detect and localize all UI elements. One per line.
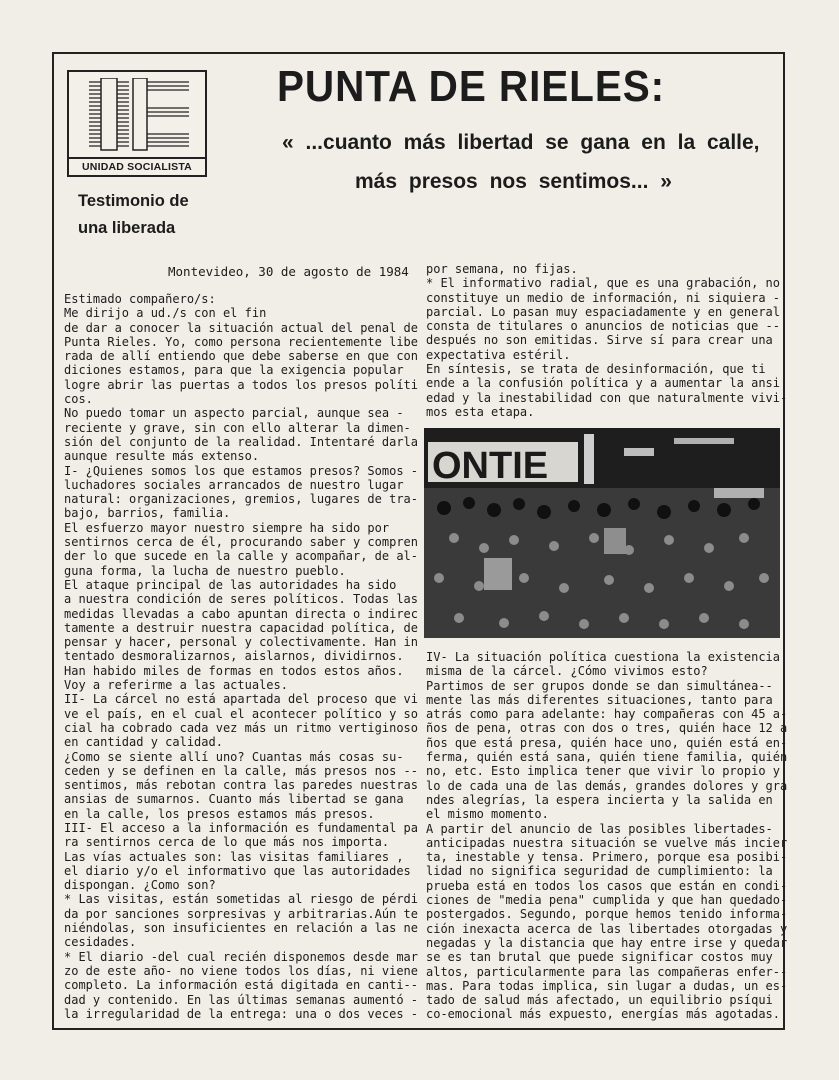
text-line: medidas llevadas a cabo apuntan directa o indirec — [64, 606, 419, 621]
text-line: el diario y/o el informativo que las autoridades — [64, 863, 411, 878]
headline-quote-line2: más presos nos sentimos... » — [355, 170, 672, 193]
text-line: diciones estamos, para que la exigencia popular — [64, 363, 404, 378]
text-line: El esfuerzo mayor nuestro siempre ha sido por — [64, 520, 390, 535]
dateline: Montevideo, 30 de agosto de 1984 — [168, 264, 409, 279]
text-line: luchadores sociales arrancados de nuestro lugar — [64, 477, 404, 492]
text-line: rada de allí entiendo que debe saberse en que con — [64, 349, 419, 364]
text-line: ta, inestable y tensa. Primero, porque esa posibi- — [426, 850, 788, 865]
text-line: se es tan brutal que puede significar costos muy — [426, 950, 773, 965]
subtitle-line: Testimonio de — [78, 192, 189, 210]
banner-text: ONTIE — [432, 445, 549, 487]
text-line: edad y la inestabilidad con que naturalmente vivi- — [426, 390, 788, 405]
text-line: sentimos, más rebotan contra las paredes nuestras — [64, 778, 419, 793]
text-line: * Las visitas, están sometidas al riesgo de pérdi — [64, 892, 419, 907]
text-line: por semana, no fijas. — [426, 262, 578, 276]
text-line: ños que está presa, quién hace uno, quién está en- — [426, 735, 788, 750]
right-column-top — [426, 262, 787, 419]
text-line: co-emocional más expuesto, energías más agotadas. — [426, 1007, 781, 1022]
text-line: ende a la confusión política y a aumentar la ansi — [426, 376, 781, 391]
text-line: reciente y grave, sin con ello alterar la dimen- — [64, 420, 411, 435]
text-line: dispongan. ¿Como son? — [64, 878, 216, 893]
text-line: A partir del anuncio de las posibles libertades- — [426, 821, 773, 836]
text-line: cial ha cobrado cada vez más un ritmo vertiginoso — [64, 720, 419, 735]
text-line: postergados. Segundo, porque hemos tenido informa- — [426, 907, 788, 922]
text-line: * El diario -del cual recién disponemos desde mar — [64, 949, 419, 964]
text-line: Punta Rieles. Yo, como persona recientemente libe — [64, 334, 419, 349]
text-line: guna forma, la lucha de nuestro pueblo. — [64, 563, 346, 578]
text-line: ferma, quién está sana, quién tiene familia, quién — [426, 750, 788, 765]
text-line: expectativa estéril. — [426, 347, 571, 362]
unidad-socialista-logo — [67, 70, 207, 177]
text-line: der lo que sucede en la calle y acompañar, de al- — [64, 549, 419, 564]
text-line: ceden y se definen en la calle, más presos nos -- — [64, 763, 419, 778]
text-line: pensar y hacer, personal y colectivamente. Han in — [64, 635, 419, 650]
text-line: completo. La información está digitada en canti-- — [64, 978, 419, 993]
text-line: En síntesis, se trata de desinformación, que ti — [426, 362, 766, 377]
text-line: el mismo momento. — [426, 807, 549, 822]
text-line: lidad no significa seguridad de cumplimiento: la — [426, 864, 773, 879]
text-line: ra sentirnos cerca de lo que más nos importa. — [64, 835, 390, 850]
headline-quote-line1: « ...cuanto más libertad se gana en la calle, — [282, 131, 760, 154]
text-line: aunque resulte más extenso. — [64, 449, 260, 464]
text-line: atrás como para adelante: hay compañeras con 45 a- — [426, 707, 788, 722]
text-line: bajo, barrios, familia. — [64, 506, 231, 521]
text-line: Las vías actuales son: las visitas familiares , — [64, 849, 404, 864]
text-line: ción inexacta acerca de las libertades otorgadas y — [426, 921, 788, 936]
text-line: natural: organizaciones, gremios, lugares de tra- — [64, 492, 419, 507]
text-line: III- El acceso a la información es fundamental pa — [64, 820, 419, 835]
text-line: IV- La situación política cuestiona la existencia — [426, 650, 781, 664]
text-line: El ataque principal de las autoridades ha sido — [64, 577, 397, 592]
text-line: Me dirijo a ud./s con el fin — [64, 306, 267, 321]
text-line: * El informativo radial, que es una grabación, no — [426, 276, 781, 291]
subtitle-line: una liberada — [78, 219, 176, 237]
text-line: altos, particularmente para las compañeras enfer-- — [426, 964, 788, 979]
text-line: de dar a conocer la situación actual del penal de — [64, 320, 419, 335]
text-line: ndes alegrías, la espera incierta y la salida en — [426, 792, 773, 807]
text-line: logre abrir las puertas a todos los presos políti — [64, 377, 419, 392]
text-line: negadas y la distancia que hay entre irse y quedar — [426, 935, 788, 950]
text-line: No puedo tomar un aspecto parcial, aunque sea - — [64, 406, 404, 421]
crowd-photo — [424, 428, 780, 638]
text-line: lo de cada una de las demás, grandes dolores y gra — [426, 778, 788, 793]
text-line: ansias de sumarnos. Cuanto más libertad se gana — [64, 792, 404, 807]
text-line: cesidades. — [64, 935, 137, 950]
text-line: niéndolas, son insuficientes en relación a las ne — [64, 921, 419, 936]
text-line: ¿Como se siente allí uno? Cuantas más cosas su- — [64, 749, 404, 764]
text-line: prueba está en todos los casos que están en condi- — [426, 878, 788, 893]
text-line: Partimos de ser grupos donde se dan simultánea-- — [426, 678, 773, 693]
logo-label: UNIDAD SOCIALISTA — [69, 157, 205, 175]
text-line: después no son emitidas. Sirve sí para crear una — [426, 333, 773, 348]
text-line: ños de pena, otras con dos o tres, quién hace 12 a — [426, 721, 788, 736]
text-line: Voy a referirme a las actuales. — [64, 678, 288, 693]
text-line: ve el país, en el cual el acontecer político y so — [64, 706, 419, 721]
text-line: I- ¿Quienes somos los que estamos presos? Somos - — [64, 463, 419, 478]
text-line: en la calle, los presos estamos más presos. — [64, 806, 375, 821]
text-line: II- La cárcel no está apartada del proceso que vi — [64, 692, 419, 707]
text-line: parcial. Lo pasan muy espaciadamente y en general — [426, 304, 781, 319]
text-line: tamente a destruir nuestra capacidad política, de — [64, 620, 419, 635]
left-column — [64, 292, 418, 1021]
text-line: tentado desmoralizarnos, aislarnos, dividirnos. — [64, 649, 404, 664]
crowd-photo-icon — [424, 428, 780, 638]
text-line: sentirnos cerca de él, procurando saber y compren — [64, 535, 419, 550]
article-subtitle — [78, 188, 238, 242]
text-line: cos. — [64, 392, 93, 407]
text-line: da por sanciones sorpresivas y arbitrarias.Aún te — [64, 906, 419, 921]
text-line: mente las más diferentes situaciones, tanto para — [426, 692, 773, 707]
text-line: la irregularidad de la entrega: una o dos veces - — [64, 1006, 419, 1021]
text-line: sión del conjunto de la realidad. Intentaré darla — [64, 434, 419, 449]
page-title: PUNTA DE RIELES: — [277, 62, 666, 111]
text-line: constituye un medio de información, ni siquiera - — [426, 290, 781, 305]
text-line: misma de la cárcel. ¿Cómo vivimos esto? — [426, 664, 708, 679]
text-line: Estimado compañero/s: — [64, 292, 216, 306]
text-line: no, etc. Esto implica tener que vivir lo propio y — [426, 764, 781, 779]
logo-emblem-icon — [89, 78, 189, 156]
right-column-bottom — [426, 650, 787, 1022]
text-line: Han habido miles de formas en todos estos años. — [64, 663, 404, 678]
text-line: anticipadas nuestra situación se vuelve más incier — [426, 835, 788, 850]
text-line: en cantidad y calidad. — [64, 735, 223, 750]
text-line: mos esta etapa. — [426, 404, 535, 419]
text-line: zo de este año- no viene todos los días, ni viene — [64, 963, 419, 978]
text-line: dad y contenido. En las últimas semanas aumentó - — [64, 992, 419, 1007]
text-line: tado de salud más afectado, un equilibrio psíqui — [426, 993, 773, 1008]
text-line: a nuestra condición de seres políticos. Todas las — [64, 592, 419, 607]
text-line: ciones de "media pena" cumplida y que han quedado- — [426, 893, 788, 908]
text-line: mas. Para todas implica, sin lugar a dudas, un es- — [426, 978, 788, 993]
text-line: consta de titulares o anuncios de noticias que -- — [426, 319, 781, 334]
